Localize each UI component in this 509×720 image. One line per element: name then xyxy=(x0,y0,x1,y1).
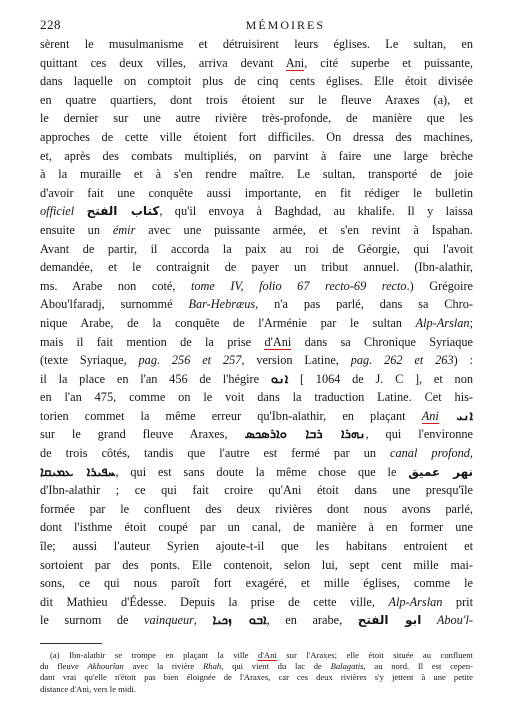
syriac-word: ܐܢܘ xyxy=(270,371,289,387)
text-line: approches de cette ville étoient fort difficiles. On dressa des machines, xyxy=(40,129,473,144)
text-line: nique Arabe, de la conquête de l'Arménie par le sultan Alp-Arslan; xyxy=(40,315,473,330)
text-line: sur le grand fleuve Araxes, ܢܗܪܐ ܪܒܐ ܘܐܪܣܟܣ, qui l'environne xyxy=(40,427,473,443)
syriac-phrase: ܐܒܘ ܙܟܝܐ xyxy=(212,613,267,629)
footnote-line: du fleuve Akhourîan avec la rivière Rhah, qui vient du lac de Balagatis, au nord. Il est cepen- xyxy=(40,661,473,672)
footnote xyxy=(40,650,473,695)
text-line: formée par le confluent des deux rivières dont nous avons parlé, xyxy=(40,501,473,516)
underlined-ani: Ani xyxy=(421,408,439,423)
text-line: d'avoir fait une conquête aussi importante, en fit rédiger le bulletin xyxy=(40,185,473,200)
text-line: le dernier sur une autre rivière très-profonde, de manière que les xyxy=(40,111,473,126)
syriac-phrase: ܚܦܝܪܐ ܥܡܝܩܐ xyxy=(40,464,116,480)
text-line: torien commet la même erreur qu'Ibn-alathir, en plaçant Ani ܐܢܝ xyxy=(40,408,473,424)
text-line: le surnom de vainqueur, ܐܒܘ ܙܟܝܐ, en arabe, ابو الفتح Abou'l- xyxy=(40,613,473,629)
text-line: île; aussi l'auteur Syrien ajoute-t-il que les habitans entroient et xyxy=(40,539,473,554)
text-line: ܚܦܝܪܐ ܥܡܝܩܐ, qui est sans doute la même chose que le نهر عميق xyxy=(40,464,473,480)
footnote-line: (a) Ibn-alathir se trompe en plaçant la ville d'Ani sur l'Araxes; elle étoit située au confluent xyxy=(50,650,473,660)
text-line: Abou'lfaradj, surnommé Bar-Hebræus, n'a pas parlé, dans sa Chro- xyxy=(40,297,473,312)
text-line: en quatre quartiers, dont trois étoient sur le fleuve Araxes (a), et xyxy=(40,92,473,107)
text-line: Avant de partir, il accorda la paix au roi de Géorgie, qui l'avoit xyxy=(40,241,473,256)
running-title: MÉMOIRES xyxy=(245,18,325,32)
page-number: 228 xyxy=(40,17,61,32)
text-line: quittant ces deux villes, arriva devant Ani, cité superbe et puissante, xyxy=(40,55,473,70)
text-line: sèrent le musulmanisme et détruisirent leurs églises. Le sultan, en xyxy=(40,37,473,51)
footnote-line: dant vrai qu'elle n'étoit pas bien éloignée de l'Araxes, car ces deux rivières s'y jettent à une petite xyxy=(40,672,473,683)
text-line: sortoient par des ponts. Elle contenoit, selon lui, sept cent mille mai- xyxy=(40,557,473,572)
text-line: ms. Arabe non coté, tome IV, folio 67 recto-69 recto.) Grégoire xyxy=(40,278,473,293)
text-line: à la muraille et à s'en rendre maître. Le sultan, transporté de joie xyxy=(40,167,473,182)
arabic-phrase: كتاب الفتح xyxy=(86,204,160,219)
text-line: mais il fait mention de la prise d'Ani dans sa Chronique Syriaque xyxy=(40,334,473,349)
syriac-word: ܐܢܝ xyxy=(438,408,473,424)
text-line: sons, ce qui nous paroît fort exagéré, et mille églises, comme le xyxy=(40,576,473,591)
text-line: demandée, et le contraignit de payer un tribut annuel. (Ibn-alathir, xyxy=(40,260,473,275)
body-text xyxy=(40,35,473,630)
text-line: de trois côtés, tandis que l'autre est fermé par un canal profond, xyxy=(40,446,473,461)
text-line: ensuite un émir avec une puissante armée, et s'en revint à Ispahan. xyxy=(40,222,473,237)
text-line: dit Mathieu d'Édesse. Depuis la prise de cette ville, Alp-Arslan prit xyxy=(40,594,473,609)
arabic-phrase: ابو الفتح xyxy=(357,613,422,628)
footnote-line: distance d'Ani, vers le midi. xyxy=(40,683,137,694)
text-line: en l'an 475, comme on le voit dans la traduction Latine. Cet his- xyxy=(40,390,473,405)
underlined-ani: Ani xyxy=(285,55,305,70)
text-line: et, après des combats multipliés, on parvint à faire une large brèche xyxy=(40,148,473,163)
text-line: dont l'isthme étoit coupé par un canal, de manière à en former une xyxy=(40,520,473,535)
text-line: dans laquelle on comptoit plus de cinq cents églises. Elle étoit divisée xyxy=(40,74,473,89)
underlined-ani: d'Ani xyxy=(264,334,292,349)
underlined-ani: d'Ani xyxy=(258,650,277,660)
syriac-phrase: ܢܗܪܐ ܪܒܐ ܘܐܪܣܟܣ xyxy=(244,427,366,443)
footnote-rule xyxy=(40,643,102,644)
text-line: officiel كتاب الفتح, qu'il envoya à Baghdad, au khalife. Il y laissa xyxy=(40,204,473,219)
text-line: il la place en l'an 456 de l'hégire ܐܢܘ [ 1064 de J. C ], et non xyxy=(40,371,473,387)
arabic-phrase: نهر عميق xyxy=(408,464,473,479)
text-line: d'Ibn-alathir ; ce qui fait croire qu'Ani étoit dans une presqu'île xyxy=(40,483,473,498)
text-line: (texte Syriaque, pag. 256 et 257, version Latine, pag. 262 et 263) : xyxy=(40,353,473,368)
page-header xyxy=(40,17,473,33)
